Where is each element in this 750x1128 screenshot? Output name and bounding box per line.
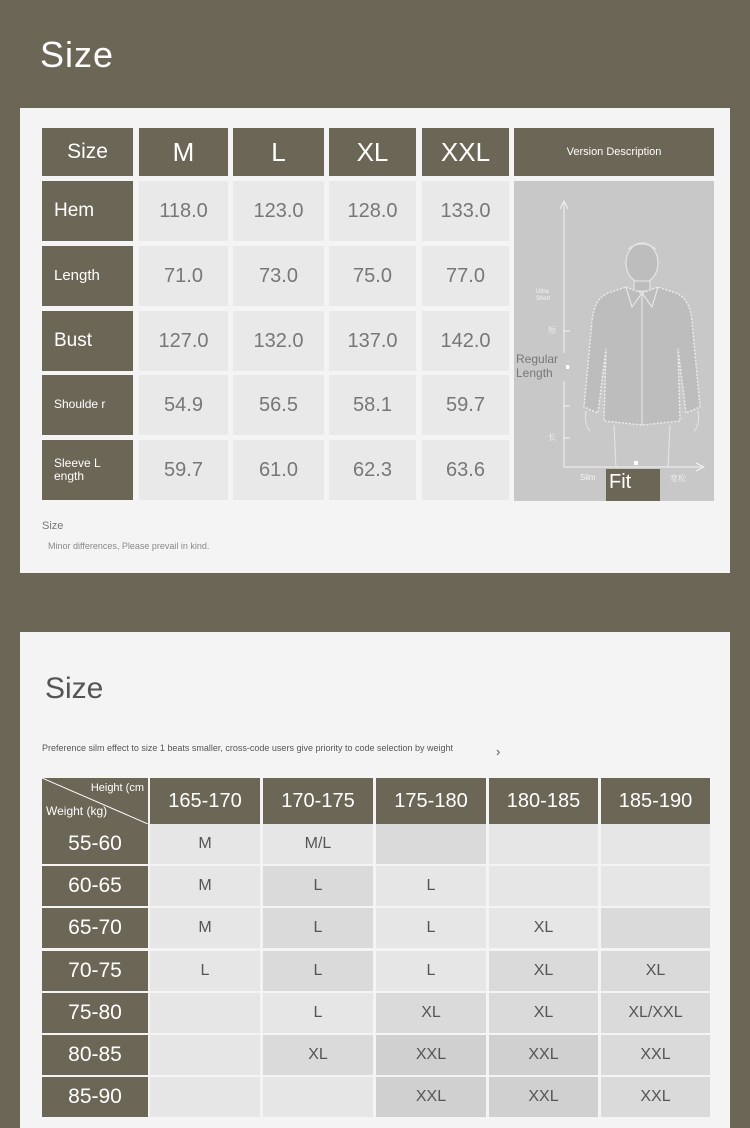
size-recommendation-panel xyxy=(20,632,730,1128)
page-title: Size xyxy=(40,34,115,75)
measurement-value: 63.6 xyxy=(422,440,509,500)
size-recommendation-cell: L xyxy=(263,993,373,1033)
height-range-header: 170-175 xyxy=(263,778,373,824)
height-range-header: 175-180 xyxy=(376,778,486,824)
measurement-value: 58.1 xyxy=(329,375,416,435)
size-header-xl: XL xyxy=(329,128,416,176)
size-recommendation-cell: XL xyxy=(489,993,598,1033)
size-recommendation-cell: XL/XXL xyxy=(601,993,710,1033)
recommendation-title: Size xyxy=(45,672,104,705)
measurement-value: 61.0 xyxy=(233,440,324,500)
size-recommendation-cell: M xyxy=(150,866,260,906)
measurement-value: 133.0 xyxy=(422,181,509,241)
x-tick-loose: 宽松 xyxy=(670,474,686,483)
corner-height-label: Height (cm xyxy=(90,782,144,794)
size-recommendation-cell xyxy=(489,824,598,864)
recommendation-note: Preference silm effect to size 1 beats smaller, cross-code users give priority to code selection by weight xyxy=(42,743,454,753)
size-recommendation-cell: XXL xyxy=(489,1035,598,1075)
weight-range-label: 80-85 xyxy=(42,1035,148,1075)
size-recommendation-cell: L xyxy=(376,951,486,991)
size-recommendation-cell: M/L xyxy=(263,824,373,864)
size-recommendation-cell: L xyxy=(263,908,373,948)
table-corner-header xyxy=(42,778,148,824)
size-recommendation-cell: XXL xyxy=(376,1035,486,1075)
size-recommendation-cell: L xyxy=(150,951,260,991)
measurement-value: 137.0 xyxy=(329,311,416,371)
measurement-value: 56.5 xyxy=(233,375,324,435)
height-range-header: 165-170 xyxy=(150,778,260,824)
height-range-header: 185-190 xyxy=(601,778,710,824)
weight-range-label: 85-90 xyxy=(42,1077,148,1117)
measurement-value: 132.0 xyxy=(233,311,324,371)
size-recommendation-cell xyxy=(489,866,598,906)
size-header-size: Size xyxy=(42,128,133,176)
corner-weight-label: Weight (kg) xyxy=(46,804,108,818)
size-recommendation-cell: L xyxy=(263,866,373,906)
body-figure-illustration xyxy=(514,181,714,501)
measurement-value: 142.0 xyxy=(422,311,509,371)
fit-diagram xyxy=(514,181,714,501)
measurement-label: Hem xyxy=(42,181,133,241)
size-header-l: L xyxy=(233,128,324,176)
measurement-value: 59.7 xyxy=(422,375,509,435)
size-recommendation-cell: M xyxy=(150,824,260,864)
size-note-title: Size xyxy=(42,520,64,532)
size-recommendation-cell xyxy=(150,1035,260,1075)
measurement-value: 73.0 xyxy=(233,246,324,306)
x-tick-silm: Silm xyxy=(580,473,596,482)
size-recommendation-cell: XL xyxy=(489,951,598,991)
measurement-label: Length xyxy=(42,246,133,306)
measurement-value: 75.0 xyxy=(329,246,416,306)
regular-length-label: Regular Length xyxy=(516,353,566,381)
measurement-value: 62.3 xyxy=(329,440,416,500)
measurement-value: 123.0 xyxy=(233,181,324,241)
measurement-label: Bust xyxy=(42,311,133,371)
size-recommendation-cell xyxy=(263,1077,373,1117)
size-recommendation-cell: XL xyxy=(601,951,710,991)
size-recommendation-cell xyxy=(601,908,710,948)
size-recommendation-cell: XL xyxy=(376,993,486,1033)
size-recommendation-cell xyxy=(150,1077,260,1117)
size-recommendation-cell: XXL xyxy=(601,1077,710,1117)
size-recommendation-cell xyxy=(376,824,486,864)
size-recommendation-cell: XXL xyxy=(376,1077,486,1117)
size-header-xxl: XXL xyxy=(422,128,509,176)
measurement-value: 59.7 xyxy=(139,440,228,500)
size-recommendation-cell: XXL xyxy=(601,1035,710,1075)
measurement-value: 71.0 xyxy=(139,246,228,306)
size-recommendation-cell: XXL xyxy=(489,1077,598,1117)
measurement-value: 54.9 xyxy=(139,375,228,435)
size-chart-panel xyxy=(20,108,730,573)
size-note-text: Minor differences, Please prevail in kind. xyxy=(48,541,210,551)
size-recommendation-cell xyxy=(601,866,710,906)
version-description-header: Version Description xyxy=(514,128,714,176)
size-recommendation-cell: L xyxy=(376,908,486,948)
height-range-header: 180-185 xyxy=(489,778,598,824)
measurement-value: 127.0 xyxy=(139,311,228,371)
measurement-label: Shoulde r xyxy=(42,375,133,435)
measurement-label: Sleeve L ength xyxy=(42,440,133,500)
measurement-value: 128.0 xyxy=(329,181,416,241)
size-recommendation-cell: L xyxy=(263,951,373,991)
chevron-right-icon: › xyxy=(496,744,501,759)
weight-range-label: 55-60 xyxy=(42,824,148,864)
y-tick-ultra-short: Ultra Short xyxy=(536,289,551,302)
weight-range-label: 70-75 xyxy=(42,951,148,991)
weight-range-label: 65-70 xyxy=(42,908,148,948)
weight-range-label: 75-80 xyxy=(42,993,148,1033)
y-tick-short: 短 xyxy=(548,326,556,335)
y-tick-long: 长 xyxy=(548,433,556,442)
size-recommendation-cell xyxy=(150,993,260,1033)
fit-label: Fit xyxy=(606,469,660,501)
size-recommendation-cell: XL xyxy=(489,908,598,948)
size-header-m: M xyxy=(139,128,228,176)
size-recommendation-cell: M xyxy=(150,908,260,948)
measurement-value: 118.0 xyxy=(139,181,228,241)
measurement-value: 77.0 xyxy=(422,246,509,306)
size-recommendation-cell xyxy=(601,824,710,864)
size-recommendation-cell: L xyxy=(376,866,486,906)
weight-range-label: 60-65 xyxy=(42,866,148,906)
size-recommendation-cell: XL xyxy=(263,1035,373,1075)
